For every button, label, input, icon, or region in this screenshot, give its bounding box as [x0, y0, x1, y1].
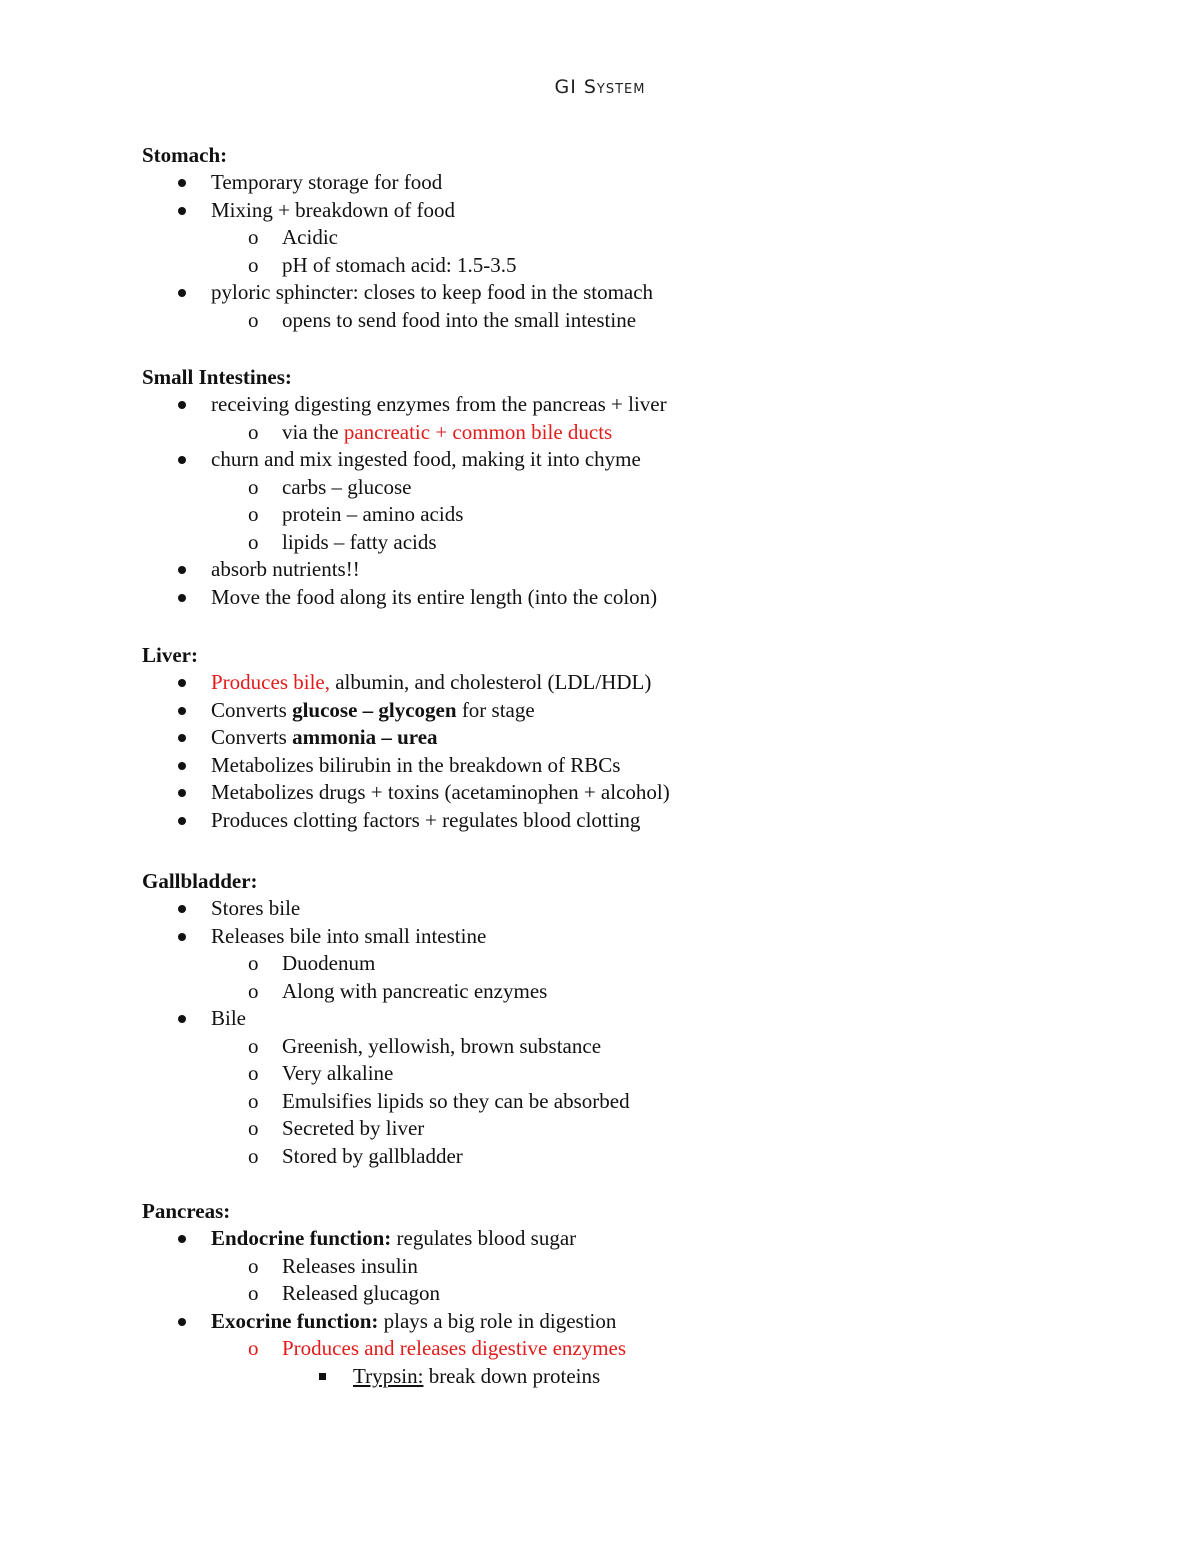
- list-item: Stores bile: [142, 895, 1142, 923]
- list-item: Mixing + breakdown of food: [142, 197, 1142, 225]
- list-item: churn and mix ingested food, making it into chyme: [142, 446, 1142, 474]
- bullet-circle-icon: o: [248, 307, 259, 332]
- document-title: GI System: [554, 76, 646, 98]
- list-item: Converts glucose – glycogen for stage: [142, 697, 1142, 725]
- list-item: Exocrine function: plays a big role in digestion: [142, 1308, 1142, 1336]
- section-heading: Liver:: [142, 643, 198, 667]
- sub-list-item: o via the pancreatic + common bile ducts: [142, 419, 1142, 447]
- list-item: Move the food along its entire length (into the colon): [142, 584, 1142, 612]
- bullet-dot-icon: [178, 905, 186, 913]
- bullet-circle-icon: o: [248, 1143, 259, 1168]
- bullet-circle-icon: o: [248, 1281, 259, 1305]
- bullet-circle-icon: o: [248, 419, 259, 444]
- section-small-intestines: [142, 363, 1142, 611]
- section-heading: Pancreas:: [142, 1199, 231, 1223]
- bullet-dot-icon: [178, 566, 186, 574]
- section-heading: Gallbladder:: [142, 869, 258, 893]
- bullet-circle-icon: o: [248, 225, 259, 249]
- list-item: Metabolizes bilirubin in the breakdown of RBCs: [142, 752, 1142, 780]
- list-item: pyloric sphincter: closes to keep food in the stomach: [142, 279, 1142, 307]
- sub-list-item: o protein – amino acids: [142, 501, 1142, 529]
- bullet-dot-icon: [178, 817, 186, 825]
- bullet-circle-icon: o: [248, 1088, 259, 1113]
- section-pancreas: [142, 1197, 1142, 1390]
- section-gallbladder: [142, 867, 1142, 1170]
- bold-text: Endocrine function:: [211, 1226, 392, 1250]
- bullet-circle-icon: o: [248, 502, 259, 526]
- section-heading: Small Intestines:: [142, 365, 292, 389]
- sub-list-item: o Acidic: [142, 224, 1142, 252]
- bullet-circle-icon: o: [248, 1033, 259, 1058]
- bullet-dot-icon: [178, 734, 186, 742]
- bullet-dot-icon: [178, 789, 186, 797]
- bullet-dot-icon: [178, 456, 186, 464]
- list-item: Converts ammonia – urea: [142, 724, 1142, 752]
- highlighted-text: Produces and releases digestive enzymes: [282, 1336, 627, 1360]
- sub-list-item: o Releases insulin: [142, 1253, 1142, 1281]
- sub-sub-list-item: Trypsin: break down proteins: [142, 1363, 1142, 1391]
- bullet-dot-icon: [178, 1318, 186, 1326]
- sub-list-item: o pH of stomach acid: 1.5-3.5: [142, 252, 1142, 280]
- section-heading: Stomach:: [142, 143, 228, 167]
- list-item: Temporary storage for food: [142, 169, 1142, 197]
- sub-list-item: [142, 1335, 1142, 1363]
- list-item: Endocrine function: regulates blood sugar: [142, 1225, 1142, 1253]
- bold-text: Exocrine function:: [211, 1308, 379, 1333]
- list-item: Bile: [142, 1005, 1142, 1033]
- section-stomach: [142, 141, 1142, 334]
- bold-text: ammonia – urea: [292, 725, 438, 749]
- bullet-circle-icon: o: [248, 1061, 259, 1085]
- bullet-circle-icon: o: [248, 951, 259, 975]
- list-item: Produces clotting factors + regulates blood clotting: [142, 807, 1142, 835]
- bullet-dot-icon: [178, 207, 186, 215]
- underlined-text: Trypsin:: [353, 1363, 424, 1388]
- bullet-dot-icon: [178, 762, 186, 770]
- list-item: Releases bile into small intestine: [142, 923, 1142, 951]
- highlighted-text: Produces bile,: [211, 670, 330, 694]
- sub-list-item: o Greenish, yellowish, brown substance: [142, 1033, 1142, 1061]
- bullet-circle-icon: o: [248, 978, 259, 1003]
- sub-list-item: o Emulsifies lipids so they can be absorbed: [142, 1088, 1142, 1116]
- sub-list-item: o opens to send food into the small intestine: [142, 307, 1142, 335]
- section-liver: [142, 641, 1142, 834]
- bullet-circle-icon: o: [248, 1116, 259, 1140]
- bullet-square-icon: [319, 1373, 326, 1380]
- sub-list-item: o Very alkaline: [142, 1060, 1142, 1088]
- bullet-dot-icon: [178, 594, 186, 602]
- bullet-circle-icon: o: [248, 474, 259, 499]
- sub-list-item: o Stored by gallbladder: [142, 1143, 1142, 1171]
- highlighted-text: pancreatic + common bile ducts: [343, 419, 613, 444]
- bullet-dot-icon: [178, 179, 186, 187]
- sub-list-item: o Released glucagon: [142, 1280, 1142, 1308]
- sub-list-item: o Along with pancreatic enzymes: [142, 978, 1142, 1006]
- bullet-circle-icon: o: [248, 1336, 259, 1360]
- bold-text: glucose – glycogen: [292, 697, 457, 722]
- bullet-dot-icon: [178, 401, 186, 409]
- bullet-dot-icon: [178, 933, 186, 941]
- list-item: receiving digesting enzymes from the pancreas + liver: [142, 391, 1142, 419]
- list-item: absorb nutrients!!: [142, 556, 1142, 584]
- bullet-dot-icon: [178, 1235, 186, 1243]
- sub-list-item: o Duodenum: [142, 950, 1142, 978]
- bullet-dot-icon: [178, 707, 186, 715]
- sub-list-item: o Secreted by liver: [142, 1115, 1142, 1143]
- list-item: Produces bile, albumin, and cholesterol (LDL/HDL): [142, 669, 1142, 697]
- list-item: Metabolizes drugs + toxins (acetaminophen + alcohol): [142, 779, 1142, 807]
- bullet-dot-icon: [178, 679, 186, 687]
- bullet-dot-icon: [178, 1015, 186, 1023]
- bullet-circle-icon: o: [248, 1253, 259, 1278]
- bullet-circle-icon: o: [248, 252, 259, 277]
- sub-list-item: o carbs – glucose: [142, 474, 1142, 502]
- sub-list-item: o lipids – fatty acids: [142, 529, 1142, 557]
- bullet-circle-icon: o: [248, 529, 259, 554]
- bullet-dot-icon: [178, 289, 186, 297]
